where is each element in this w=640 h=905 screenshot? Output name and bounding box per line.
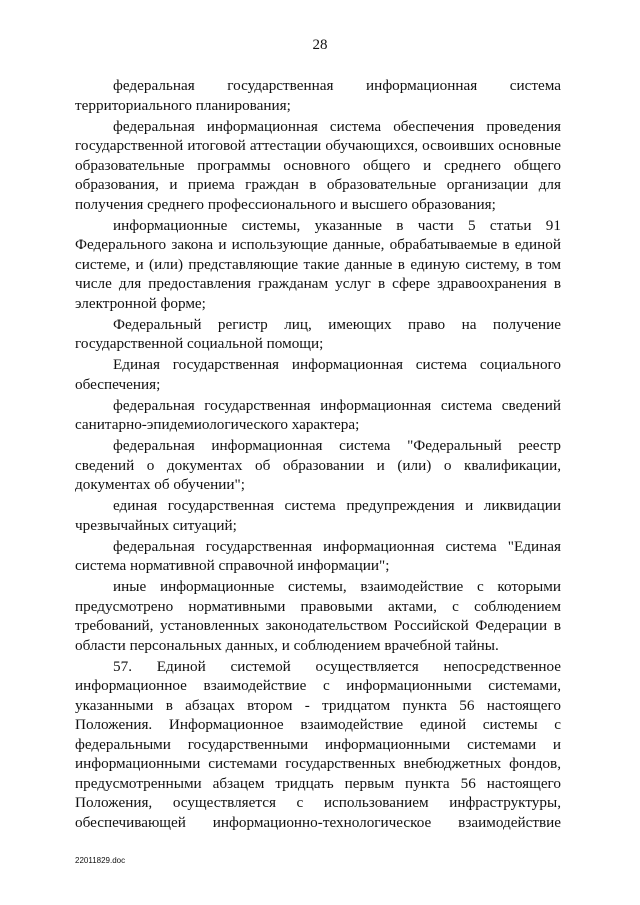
document-body — [75, 76, 561, 834]
footer-code: 22011829.doc — [75, 856, 126, 865]
paragraph: федеральная информационная система "Федеральный реестр сведений о документах об образовании и (или) о квалификации, документах об обучении"; — [75, 437, 561, 493]
paragraph: Единая государственная информационная система социального обеспечения; — [75, 356, 561, 393]
paragraph: информационные системы, указанные в части 5 статьи 91 Федерального закона и использующие данные, обрабатываемые в единой системе, и (или) представляющие такие данные в единую систему, в том числе для предоставления гражданам услуг в сфере здравоохранения в электронной форме; — [75, 216, 561, 312]
paragraph: федеральная информационная система обеспечения проведения государственной итоговой аттестации обучающихся, освоивших основные образовательные программы основного общего и среднего общего образования, и приема граждан в образовательные организации для получения среднего профессионального и высшего образования; — [75, 117, 561, 213]
paragraph: федеральная государственная информационная система "Единая система нормативной справочной информации"; — [75, 537, 561, 574]
paragraph: единая государственная система предупреждения и ликвидации чрезвычайных ситуаций; — [75, 497, 561, 534]
paragraph: Федеральный регистр лиц, имеющих право на получение государственной социальной помощи; — [75, 315, 561, 352]
paragraph: иные информационные системы, взаимодействие с которыми предусмотрено нормативными правовыми актами, с соблюдением требований, установленных законодательством Российской Федерации в области персональных данных, и соблюдением врачебной тайны. — [75, 578, 561, 654]
paragraph-item-57: 57. Единой системой осуществляется непосредственное информационное взаимодействие с информационными системами, указанными в абзацах втором - тридцатом пункта 56 настоящего Положения. Информационное взаимодействие единой системы с федеральными государственными информационными системами и информационными системами государственных внебюджетных фондов, предусмотренными абзацем тридцать первым пункта 56 настоящего Положения, осуществляется с использованием инфраструктуры, обеспечивающей информационно-технологическое взаимодействие — [75, 657, 561, 831]
paragraph: федеральная государственная информационная система сведений санитарно-эпидемиологического характера; — [75, 396, 561, 433]
paragraph: федеральная государственная информационная система территориального планирования; — [75, 77, 561, 114]
page-number: 28 — [312, 37, 328, 53]
